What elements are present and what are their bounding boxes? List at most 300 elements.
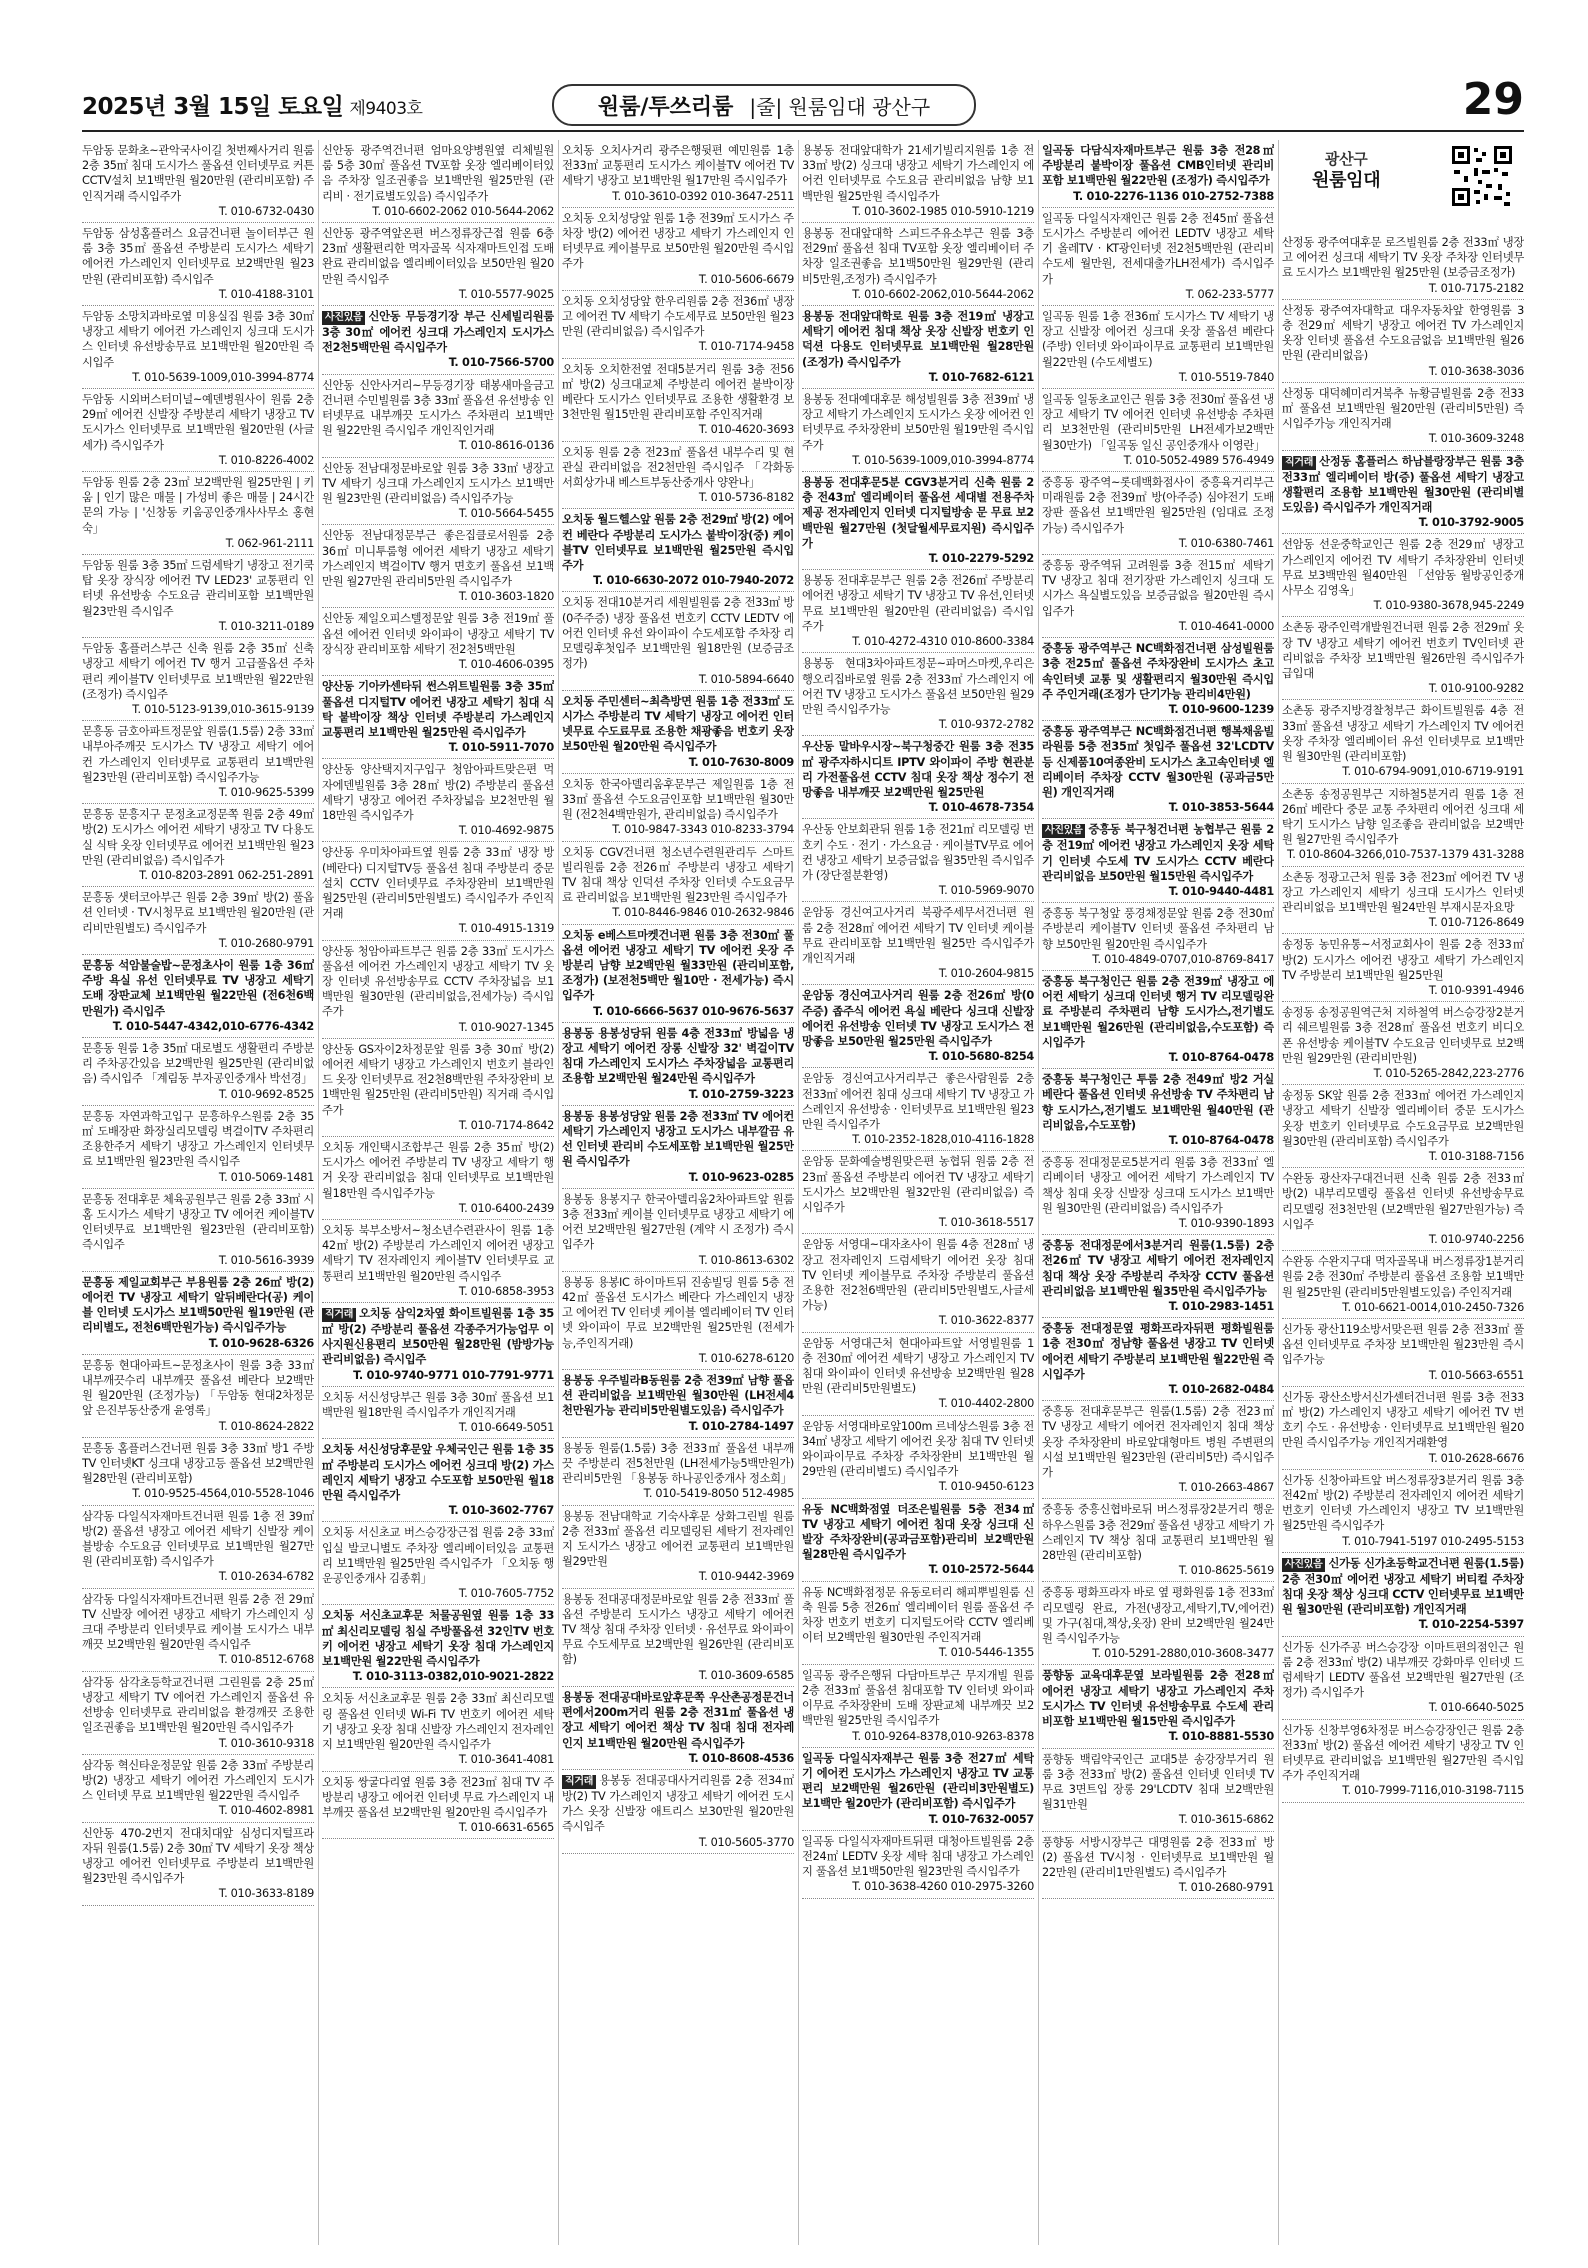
listing-text — [562, 1026, 794, 1087]
listing-item — [802, 306, 1034, 389]
header-divider — [82, 130, 1524, 132]
listing-phone: T. 010-5639-1009,010-3994-8774 — [852, 453, 1034, 467]
listing-phone: T. 010-7174-8642 — [458, 1118, 554, 1132]
listing-item — [322, 842, 554, 940]
listing-phone: T. 010-7682-6121 — [928, 370, 1034, 384]
listing-phone: T. 010-7999-7116,010-3198-7115 — [1342, 1784, 1524, 1798]
listing-item — [1042, 472, 1274, 555]
listing-description: 풍향동 교육대후문옆 보라빌원룸 2층 전28㎡ 에어컨 냉장고 세탁기 냉장고 가스레인지 주차 도시가스 TV 인터넷 유선방송무료 수도세 관리비포함 보1백만원 월15만원 즉시입주가 — [1042, 1669, 1274, 1729]
listing-text — [82, 226, 314, 287]
listing-item — [322, 676, 554, 759]
listing-text — [562, 1192, 794, 1253]
listing-phone: T. 010-4602-8981 — [218, 1804, 314, 1818]
listing-text — [562, 1509, 794, 1570]
listing-phone: T. 010-8604-3266,010-7537-1379 431-3288 — [1286, 848, 1524, 862]
listing-item — [802, 1582, 1034, 1665]
listing-description: 신안동 전남대정문부근 좋은집클로서원룸 2층 36㎡ 미니투룸형 에어컨 세탁기 냉장고 세탁기 가스레인지 벽걸이TV 행거 면호키 풀옵션 보1백만원 월27만원 관리비5만원 즉시입주가 — [322, 529, 554, 589]
listing-description: 중흥동 전대정문에서3분거리 원룸(1.5룸) 2층 전26㎡ TV 냉장고 세탁기 에어컨 전자레인지 침대 책상 옷장 주방분리 주차장 CCTV 풀옵션 관리비없음 보1백만원 월35만원 즉시입주가능 — [1042, 1239, 1274, 1298]
listing-text — [82, 1826, 314, 1887]
listing-description: 용봉동 용봉성당뒤 원룸 4층 전33㎡ 방넓음 냉장고 세탁기 에어컨 장롱 신발장 32' 벽걸이TV 침대 가스레인지 도시가스 주차장넓음 교통편리 조용함 보2백만원 월24만원 즉시입주가 — [562, 1026, 794, 1086]
listing-description: 중흥동 북구청인근 원룸 2층 전39㎡ 냉장고 에어컨 세탁기 싱크대 인터넷 행거 TV 리모델링완료 주방분리 주차편리 남향 도시가스,전기별도 보1백만원 월26만원 (관리비없음,수도포함) 즉시입주가 — [1042, 974, 1274, 1049]
listing-text — [1042, 906, 1274, 952]
listing-phone: T. 010-7566-5700 — [448, 356, 554, 370]
listing-text — [82, 724, 314, 785]
listing-item — [1042, 1152, 1274, 1235]
listing-text — [82, 143, 314, 204]
listing-phone: T. 010-6794-9091,010-6719-9191 — [1342, 765, 1524, 779]
listing-item — [82, 1355, 314, 1438]
listing-description: 운암동 서영대근처 현대아파트앞 서영빌원룸 1층 전30㎡ 에어컨 세탁기 냉장고 가스레인지 TV 침대 와이파이 인터넷 유선방송 보2백만원 월28만원 (관리비5만원별도) — [802, 1336, 1034, 1396]
listing-description: 양산동 기아카센타뒤 썬스위트빌원룸 3층 35㎡ 풀옵션 디지털TV 에어컨 냉장고 세탁기 침대 식탁 붙박이장 책상 인터넷 주방분리 가스레인지 교통편리 보1백만원 월25만원 즉시입주가 — [322, 680, 554, 739]
listing-item — [562, 1770, 794, 1854]
listing-item — [82, 638, 314, 721]
listing-description: 오치동 서신성당후문앞 우체국인근 원룸 1층 35㎡ 주방분리 도시가스 에어컨 싱크대 방(2) 가스레인지 세탁기 냉장고 수도포함 보50만원 월18만원 즉시입주가 — [322, 1443, 554, 1503]
listing-phone: T. 010-5663-6551 — [1428, 1368, 1524, 1382]
listing-phone: T. 062-233-5777 — [1185, 287, 1274, 301]
listing-text — [802, 1419, 1034, 1480]
listing-phone: T. 010-3610-9318 — [218, 1736, 314, 1750]
listing-phone: T. 010-4692-9875 — [458, 824, 554, 838]
listing-item — [1042, 638, 1274, 721]
listing-phone: T. 010-6732-0430 — [218, 204, 314, 218]
listing-description: 일곡동 다일식자재인근 원룸 2층 전45㎡ 풀옵션 도시가스 주방분리 에어컨 LEDTV 냉장고 세탁기 올레TV · KT광인터넷 전2천5백만원 (관리비 수도세 월만원, 전세대출가LH전세가) 즉시입주가 — [1042, 211, 1274, 286]
listing-text — [82, 309, 314, 370]
listing-phone: T. 010-5069-1481 — [218, 1170, 314, 1184]
listing-text — [322, 1608, 554, 1669]
listing-description: 신안동 광주역앞온편 버스정류장근접 원룸 6층 23㎡ 생활편리한 먹자골목 식자재마트인접 도배완료 관리비없음 엘리베이터있음 보50만원 월20만원 즉시입주 — [322, 227, 554, 286]
listing-text — [322, 309, 554, 355]
listing-text — [1042, 1155, 1274, 1216]
listing-phone: T. 010-5680-8254 — [928, 1050, 1034, 1064]
listing-description: 용봉동 용봉성당앞 원룸 2층 전33㎡ TV 에어컨 세탁기 가스레인지 냉장고 도시가스 내부깔끔 유선 인터넷 관리비 수도세포함 보1백만원 월25만원 즉시입주가 — [562, 1109, 794, 1169]
listing-item — [82, 1438, 314, 1506]
listing-text — [82, 1109, 314, 1170]
listing-item — [802, 1416, 1034, 1499]
listing-phone: T. 010-2634-6782 — [218, 1570, 314, 1584]
listing-description: 소촌동 광주지방경찰청부근 화이트빌원룸 4층 전33㎡ 풀옵션 냉장고 세탁기 가스레인지 TV 에어컨 옷장 주차장 엘리베이터 유선 인터넷무료 보1백만원 월30만원 (관리비포함) — [1282, 704, 1524, 764]
listing-phone: T. 010-5736-8182 — [698, 491, 794, 505]
listing-item — [82, 955, 314, 1038]
listing-phone: T. 010-8625-5619 — [1178, 1564, 1274, 1578]
listing-phone: T. 010-5616-3939 — [218, 1253, 314, 1267]
listing-phone: T. 010-2784-1497 — [688, 1419, 794, 1433]
page-number: 29 — [1462, 74, 1524, 125]
listing-item — [82, 1823, 314, 1906]
listing-description: 용봉동 현대3차아파트정문~파머스마켓,우리은행오리집바로옆 원룸 2층 전33㎡ 가스레인지 에어컨 TV 냉장고 도시가스 풀옵션 보50만원 월29만원 즉시입주가능 — [802, 657, 1034, 716]
listing-phone: T. 010-2254-5397 — [1418, 1618, 1524, 1632]
listing-item — [322, 1439, 554, 1522]
listing-text — [1042, 1752, 1274, 1813]
listing-text — [1282, 537, 1524, 598]
listing-description: 소촌동 정광고근처 원룸 3층 전23㎡ 에어컨 TV 냉장고 가스레인지 세탁기 싱크대 도시가스 인터넷 관리비없음 보1백만원 월24만원 부재시문자요망 — [1282, 870, 1524, 914]
region-title — [1312, 148, 1380, 192]
listing-text — [562, 1690, 794, 1751]
listing-phone: T. 010-4606-0395 — [458, 658, 554, 672]
listing-phone: T. 010-5052-4989 576-4949 — [1123, 453, 1274, 467]
listing-text — [562, 512, 794, 573]
listing-description: 용봉동 용봉지구 한국아델리움2차아파트앞 원룸 3층 전33㎡ 케이블 인터넷무료 냉장고 세탁기 에어컨 보2백만원 월27만원 (계약 시 조정가) 즉시입주가 — [562, 1192, 794, 1252]
listing-description: 오치동 삼익2차옆 화이트빌원룸 1층 35㎡ 방(2) 주방분리 풀옵션 각종주거가능업무 이사지원신용편리 보50만원 월28만원 (밤방가능 관리비없음) 즉시입주 — [322, 1307, 554, 1367]
listing-item — [1042, 1832, 1274, 1900]
listing-text — [322, 378, 554, 439]
listing-phone: T. 010-2572-5644 — [928, 1563, 1034, 1577]
listing-phone: T. 010-7605-7752 — [458, 1587, 554, 1601]
listing-description: 신안동 470-2번지 전대치대앞 심성디지털프라자뒤 원룸(1.5룸) 2층 30㎡ TV 세탁기 옷장 책상 냉장고 에어컨 인터넷무료 주방분리 보1백만원 월23만원 즉시입주가 — [82, 1826, 314, 1886]
listing-text — [1042, 143, 1274, 189]
listing-phone: T. 010-2628-6676 — [1428, 1451, 1524, 1465]
listing-text — [562, 294, 794, 340]
listing-text — [802, 1668, 1034, 1729]
section-category: |줄| 원룸임대 광산구 — [749, 94, 931, 119]
listing-phone: T. 010-8616-0136 — [458, 439, 554, 453]
listing-text — [82, 1509, 314, 1570]
listing-phone: T. 010-5291-2880,010-3608-3477 — [1092, 1647, 1274, 1661]
listing-phone: T. 010-6649-5051 — [458, 1421, 554, 1435]
listing-description: 용봉동 전대앞대학가 21세기빌리지원룸 1층 전33㎡ 방(2) 싱크대 냉장고 세탁기 가스레인지 에어컨 인터넷무료 수도요금 관리비없음 남향 보1백만원 월25만원 즉시입주가 — [802, 144, 1034, 203]
listing-text — [1282, 1254, 1524, 1300]
listing-description: 문흥동 문흥지구 문정초교정문쪽 원룸 2층 49㎡ 방(2) 도시가스 에어컨 세탁기 냉장고 TV 다용도실 식탁 옷장 인터넷무료 에어컨 보1백만원 월23만원 (관리비없음) 즉시입주가 — [82, 808, 314, 867]
listing-text — [82, 807, 314, 868]
listing-item — [562, 1106, 794, 1189]
listing-description: 소촌동 송정공원부근 지하철5분거리 원룸 1층 전26㎡ 베란다 중문 교통 주차편리 에어컨 싱크대 세탁기 도시가스 남향 일조좋음 관리비없음 보2백만원 월27만원 즉시입주가 — [1282, 787, 1524, 847]
listing-phone: T. 010-9390-1893 — [1178, 1217, 1274, 1230]
listing-text — [562, 1441, 794, 1487]
listing-item — [562, 925, 794, 1023]
listing-badge: 사진있음 — [1042, 824, 1085, 838]
listing-text — [802, 1336, 1034, 1397]
listing-item — [82, 1589, 314, 1672]
listing-item — [802, 1068, 1034, 1151]
listing-badge: 직거래 — [1282, 456, 1316, 470]
listing-item — [1042, 721, 1274, 819]
listing-description: 신가동 신가초등학교건너편 원룸(1.5룸) 2층 전30㎡ 에어컨 냉장고 세탁기 버티컬 주차장 침대 옷장 책상 싱크대 CCTV 인터넷무료 보1백만원 월30만원 (관리비포함) 개인직거래 — [1282, 1556, 1524, 1617]
listing-phone: T. 010-3638-4260 010-2975-3260 — [852, 1880, 1034, 1894]
listing-item — [562, 774, 794, 842]
listing-item — [802, 140, 1034, 223]
listing-description: 오치동 오치사거리 광주은행뒷편 예민원룸 1층 전33㎡ 교통편리 도시가스 케이블TV 에어컨 TV 세탁기 냉장고 보1백만원 월17만원 즉시입주가 — [562, 144, 794, 188]
listing-text — [82, 641, 314, 702]
listing-phone: T. 010-9440-4481 — [1168, 884, 1274, 898]
listing-phone: T. 010-3602-1985 010-5910-1219 — [852, 204, 1034, 218]
listing-text — [1042, 392, 1274, 453]
listing-phone: T. 010-2680-9791 — [1178, 1881, 1274, 1895]
listing-text — [802, 1154, 1034, 1215]
listing-badge: 직거래 — [562, 1775, 596, 1789]
listing-description: 용봉동 전대앞대학로 원룸 3층 전19㎡ 냉장고 세탁기 에어컨 침대 책상 옷장 신발장 번호키 인덕션 다용도 인터넷무료 보1백만원 월28만원 (조정가) 즉시입주가 — [802, 310, 1034, 369]
listing-item — [1282, 1002, 1524, 1085]
listing-phone: T. 010-6630-2072 010-7940-2072 — [593, 574, 794, 588]
listing-phone: T. 010-5447-4342,010-6776-4342 — [112, 1019, 314, 1033]
listing-description: 신안동 광주역건너편 엄마요양병원옆 리체빌원룸 5층 30㎡ 풀옵션 TV포함 옷장 엘리베이터있음 주차장 일조권좋음 보1백만원 월25만원 (관리비 · 전기료별도있음) 즉시입주가 — [322, 144, 554, 203]
listing-description: 수완동 수완지구대 먹자골목내 버스정류장1분거리 원룸 2층 전30㎡ 주방분리 풀옵션 조용함 보1백만원 월25만원 (관리비5만원별도있음) 주인직거래 — [1282, 1255, 1524, 1299]
listing-item — [1282, 1553, 1524, 1637]
listing-phone: T. 010-2759-3223 — [688, 1087, 794, 1101]
listing-text — [562, 211, 794, 272]
listing-text — [322, 1223, 554, 1284]
listing-description: 중흥동 북구청인근 투룸 2층 전49㎡ 방2 거실 베란다 풀옵션 인터넷 유선방송 TV 주차편리 남향 도시가스,전기별도 보1백만원 월40만원 (관리비없음,수도포함) — [1042, 1073, 1274, 1132]
listing-description: 문흥동 샛터코아부근 원룸 2층 39㎡ 방(2) 풀옵션 인터넷 · TV시청무료 보1백만원 월20만원 (관리비만원별도) 즉시입주가 — [82, 891, 314, 935]
listing-item — [1042, 971, 1274, 1069]
listing-text — [82, 890, 314, 936]
listing-text — [802, 1237, 1034, 1313]
listing-description: 산정동 홈플러스 하남블랑장부근 원룸 3층 전33㎡ 엘리베이터 방(증) 풀옵션 세탁기 냉장고 생활편리 조용함 보1백만원 월30만원 (관리비별도있음) 즉시입주가 개인직거래 — [1282, 454, 1524, 515]
listing-text — [562, 1773, 794, 1835]
listing-item — [1042, 1069, 1274, 1152]
listing-item — [322, 306, 554, 375]
listing-description: 두암동 삼성홈플러스 요금건너편 놀이터부근 원룸 3층 35㎡ 풀옵션 주방분리 도시가스 세탁기 에어컨 가스레인지 인터넷무료 보2백만원 월23만원 (관리비포함) 즉시입주 — [82, 227, 314, 286]
section-name: 원룸/투쓰리룸 — [597, 94, 734, 120]
listing-phone: T. 010-3622-8377 — [938, 1314, 1034, 1328]
listing-phone: T. 010-4915-1319 — [458, 922, 554, 936]
listing-phone: T. 010-3602-7767 — [448, 1504, 554, 1518]
listing-phone: T. 010-3188-7156 — [1428, 1149, 1524, 1163]
listing-item — [322, 1772, 554, 1840]
listing-item — [322, 525, 554, 608]
listing-item — [1042, 1499, 1274, 1582]
listing-description: 신가동 광산소방서신가센터건너편 원룸 3층 전33㎡ 방(2) 가스레인지 냉장고 세탁기 에어컨 TV 번호키 수도 · 유선방송 · 인터넷무료 보1백만원 월20만원 즉시입주가능 개인직거래환영 — [1282, 1390, 1524, 1450]
listing-description: 문흥동 홈플러스건너편 원룸 3층 33㎡ 방1 주방 TV 인터넷KT 싱크대 냉장고등 풀옵션 보2백만원 월28만원 (관리비포함) — [82, 1441, 314, 1486]
listing-description: 우산동 말바우시장~북구청중간 원룸 3층 전35㎡ 광주자하시디트 IPTV 와이파이 주방 현관분리 가전풀옵션 CCTV 침대 옷장 책상 정수기 전망좋음 내부깨끗 보2백만원 월25만원 — [802, 740, 1034, 799]
listing-item — [1282, 1251, 1524, 1319]
listing-text — [802, 1071, 1034, 1132]
listing-text — [1282, 870, 1524, 916]
listing-item — [562, 1687, 794, 1770]
listing-badge: 사진있음 — [322, 311, 365, 325]
listing-item — [1282, 383, 1524, 451]
listing-description: 중흥동 북구청건너편 농협부근 원룸 2층 전19㎡ 에어컨 냉장고 가스레인지 옷장 세탁기 인터넷 수도세 TV 도시가스 CCTV 베란다 관리비없음 보50만원 월15만원 즉시입주가 — [1042, 823, 1274, 883]
listing-item — [1282, 934, 1524, 1002]
listing-item — [322, 941, 554, 1039]
listing-phone: T. 010-3113-0382,010-9021-2822 — [352, 1670, 554, 1684]
listing-description: 삼각동 혁신타운정문앞 원룸 2층 33㎡ 주방분리 방(2) 냉장고 세탁기 에어컨 가스레인지 도시가스 인터넷 무료 보1백만원 월22만원 즉시입주 — [82, 1758, 314, 1803]
listing-item — [1282, 1637, 1524, 1720]
listing-description: 중흥동 전대정문옆 평화프라자뒤편 평화빌원룸 1층 전30㎡ 정남향 풀옵션 냉장고 TV 인터넷 에어컨 세탁기 주방분리 보1백만원 월22만원 즉시입주가 — [1042, 1322, 1274, 1381]
listing-description: 두암동 문화초~관악국사이길 첫번째사거리 원룸 2층 35㎡ 침대 도시가스 풀옵션 인터넷무료 커튼 CCTV설치 보1백만원 월20만원 (관리비포함) 주인직거래 즉시입주가 — [82, 144, 314, 203]
listing-phone: T. 010-6278-6120 — [698, 1351, 794, 1365]
listing-phone: T. 010-9740-2256 — [1428, 1232, 1524, 1246]
listing-phone: T. 010-6631-6565 — [458, 1821, 554, 1835]
listing-description: 양산동 GS자이2차정문앞 원룸 3층 30㎡ 방(2) 에어컨 세탁기 냉장고 가스레인지 번호키 블라인드 옷장 인터넷무료 전2천8백만원 주차장완비 보1백만원 월25만원 (관리비5만원) 직거래 즉시입주가 — [322, 1042, 554, 1117]
listing-description: 중흥동 광주역뒤 고려원룸 3층 전15㎡ 세탁기 TV 냉장고 침대 전기장판 가스레인지 싱크대 도시가스 욕실별도있음 보증금없음 월20만원 즉시입주가 — [1042, 559, 1274, 618]
listing-item — [1042, 306, 1274, 389]
listing-phone: T. 010-6666-5637 010-9676-5637 — [593, 1004, 794, 1018]
listing-text — [562, 845, 794, 906]
listing-description: 문흥동 제일교회부근 부용원룸 2층 26㎡ 방(2) 에어컨 TV 냉장고 세탁기 알뒤베란다(공) 케이블 인터넷 도시가스 보1백50만원 월19만원 (관리비별도, 전천6백만원가능) 즉시입주가능 — [82, 1275, 314, 1335]
listing-item — [1042, 1665, 1274, 1748]
listing-phone: T. 010-2352-1828,010-4116-1828 — [852, 1133, 1034, 1147]
listing-item — [562, 1589, 794, 1687]
listing-phone: T. 010-6640-5025 — [1428, 1701, 1524, 1715]
listing-text — [1282, 235, 1524, 281]
listing-text — [802, 739, 1034, 800]
listing-phone: T. 010-9027-1345 — [458, 1020, 554, 1034]
listing-description: 일곡동 광주은행뒤 다담마트부근 무지개빌 원룸 2층 전33㎡ 풀옵션 침대포함 TV 인터넷 와이파이무료 주차장완비 도배 장판교체 내부깨끗 보2백만원 월25만원 즉시입주가 — [802, 1668, 1034, 1728]
listing-description: 오치동 서신초교 버스승강장근접 원룸 2층 33㎡ 입실 발코니별도 주차장 엘리베이터있음 교통편리 보1백만원 월25만원 즉시입주가 「오치동 행운공인중개사 김종휘」 — [322, 1526, 554, 1586]
listing-description: 중흥동 광주역부근 NC백화점건너편 행복채움빌라원룸 5층 전35㎡ 첫입주 풀옵션 32'LCDTV등 신제품10여종완비 도시가스 초고속인터넷 엘리베이터 주차장 CCTV 월30만원 (공과금5만원) 개인직거래 — [1042, 725, 1274, 799]
listing-text — [802, 143, 1034, 204]
listing-item — [1282, 867, 1524, 935]
listing-phone: T. 010-2983-1451 — [1168, 1300, 1274, 1314]
listing-item — [562, 291, 794, 359]
listing-column — [322, 140, 554, 2245]
listing-item — [802, 1333, 1034, 1416]
listing-item — [322, 1137, 554, 1220]
listing-item — [1042, 903, 1274, 971]
listing-item — [562, 691, 794, 774]
listing-description: 용봉동 전대앞대학 스피드주유소부근 원룸 3층 전29㎡ 풀옵션 침대 TV포함 옷장 엘리베이터 주차장 일조권좋음 보1백50만원 월29만원 (관리비5만원,조정가) 즉시입주가 — [802, 227, 1034, 286]
listing-column — [1042, 140, 1274, 2245]
listing-description: 문흥동 석암불술밥~문정초사이 원룸 1층 36㎡ 주방 욕실 유선 인터넷무료 TV 냉장고 세탁기 도배 장판교체 보1백만원 월22만원 (전6천6백만원가) 즉시입주 — [82, 958, 314, 1018]
column-divider — [558, 140, 559, 2245]
listing-description: 문흥동 원룸 1층 35㎡ 대로별도 생활편리 주방분리 주차공간있음 보2백만원 월25만원 (관리비없음) 즉시입주 「계림동 부자공인중개사 박선경」 — [82, 1041, 314, 1086]
listing-text — [82, 392, 314, 453]
listing-text — [802, 226, 1034, 287]
listing-description: 신가동 신창아파트앞 버스정류장3분거리 원룸 3층 전42㎡ 방(2) 주방분리 전자레인지 에어컨 세탁기 번호키 인터넷 가스레인지 냉장고 TV 보1백만원 월25만원 즉시입주가 — [1282, 1473, 1524, 1533]
listing-phone: T. 010-6380-7461 — [1178, 536, 1274, 550]
listing-description: 운암동 경신여고사거리 원룸 2층 전26㎡ 방(0주증) 좁주식 에어컨 욕실 베란다 싱크대 신발장 에어컨 유선방송 인터넷 TV 냉장고 도시가스 전망좋음 보50만원 월25만원 즉시입주가 — [802, 989, 1034, 1048]
listing-text — [82, 475, 314, 536]
listing-text — [322, 226, 554, 287]
listing-text — [1282, 1390, 1524, 1451]
listing-text — [1042, 309, 1274, 370]
listing-phone: T. 010-8764-0478 — [1168, 1133, 1274, 1147]
listing-item — [802, 1499, 1034, 1582]
listing-text — [1042, 1321, 1274, 1382]
listing-phone: T. 010-9628-6326 — [208, 1336, 314, 1350]
classified-columns — [82, 140, 1524, 2250]
listing-phone: T. 010-3641-4081 — [458, 1753, 554, 1767]
listing-item — [802, 819, 1034, 902]
listing-description: 양산동 청암아파트부근 원룸 2층 33㎡ 도시가스 풀옵션 에어컨 가스레인지 냉장고 세탁기 TV 옷장 인터넷 유선방송무료 CCTV 주차장넓음 보1백만원 월30만원 (관리비없음,전세가능) 즉시입주가 — [322, 944, 554, 1019]
listing-text — [562, 1592, 794, 1668]
listing-phone: T. 010-4641-0000 — [1178, 619, 1274, 633]
listing-text — [562, 445, 794, 491]
listing-text — [82, 1441, 314, 1487]
listing-text — [1042, 558, 1274, 619]
listing-text — [562, 694, 794, 755]
listing-phone: T. 010-5969-9070 — [938, 884, 1034, 898]
listing-text — [562, 1109, 794, 1170]
listing-description: 오치동 원룸 2층 전23㎡ 풀옵션 내부수리 및 현관실 관리비없음 전2천만원 즉시입주 「각화동 서희상가내 베스트부동산중개사 양완나」 — [562, 445, 794, 490]
listing-description: 운암동 서영대바로앞100m 르네상스원룸 3층 전34㎡ 냉장고 세탁기 에어컨 옷장 침대 TV 인터넷 와이파이무료 주차장 주차장완비 보1백만원 월29만원 (관리비별도) 즉시입주가 — [802, 1419, 1034, 1479]
listing-phone: T. 010-6602-2062,010-5644-2062 — [852, 287, 1034, 301]
qr-code-icon — [1450, 144, 1514, 208]
listing-item — [1282, 534, 1524, 617]
listing-description: 양산동 우미차아파트옆 원룸 2층 33㎡ 냉장 방(베란다) 디지털TV등 풀옵션 침대 주방분리 중문설치 CCTV 인터넷무료 주차장완비 보1백만원 월25만원 (관리비5만원별도) 즉시입주가 주인직거래 — [322, 846, 554, 921]
listing-text — [1282, 1640, 1524, 1701]
listing-text — [1282, 1723, 1524, 1784]
listing-phone: T. 010-9847-3343 010-8233-3794 — [612, 823, 794, 837]
listing-text — [82, 1275, 314, 1336]
listing-item — [1282, 784, 1524, 867]
listing-text — [1282, 787, 1524, 848]
listing-text — [802, 1834, 1034, 1880]
listing-item — [562, 442, 794, 510]
listing-description: 송정동 SK앞 원룸 2층 전33㎡ 에어컨 가스레인지 냉장고 세탁기 신발장 엘리베이터 중문 도시가스 옷장 번호키 인터넷무료 수도요금무료 보2백만원 월30만원 (관리비포함) 즉시입주가 — [1282, 1089, 1524, 1148]
listing-description: 오치동 서신초교후문 처물공원옆 원룸 1층 33㎡ 최신리모델링 침실 주방풀옵션 32인TV 번호키 에어컨 냉장고 세탁기 옷장 침대 가스레인지 보1백만원 월22만원 즉시입주가 — [322, 1609, 554, 1669]
listing-item — [322, 140, 554, 223]
listing-item — [1282, 1387, 1524, 1470]
listing-item — [1282, 1720, 1524, 1803]
listing-text — [82, 1758, 314, 1804]
listing-description: 중흥동 전대후문부근 원룸(1.5룸) 2층 전23㎡ TV 냉장고 세탁기 에어컨 전자레인지 침대 책상 옷장 주차장완비 바로앞대형마트 병원 주변편의시설 보1백만원 월23만원 (관리비5만) 즉시입주가 — [1042, 1405, 1274, 1480]
listing-description: 오치동 e베스트마켓건너편 원룸 3층 전30㎡ 풀옵션 에어컨 냉장고 세탁기 TV 에어컨 옷장 주방분리 남향 보2백만원 월33만원 (관리비포함,조정가) (보전천5백만 월10만 · 전세가능) 즉시입주가 — [562, 928, 794, 1003]
listing-text — [82, 558, 314, 619]
listing-description: 산정동 광주여대후문 로즈빌원룸 2층 전33㎡ 냉장고 에어컨 싱크대 세탁기 TV 옷장 주차장 인터넷무료 도시가스 보1백만원 월25만원 (보증금조정가) — [1282, 236, 1524, 280]
listing-item — [322, 1522, 554, 1605]
listing-item — [802, 1831, 1034, 1899]
listing-description: 오치동 월드헬스앞 원룸 2층 전29㎡ 방(2) 에어컨 베란다 주방분리 도시가스 붙박이장(중) 케이블TV 인터넷무료 보1백만원 월25만원 즉시입주가 — [562, 513, 794, 573]
listing-text — [1282, 1473, 1524, 1534]
listing-item — [1282, 451, 1524, 535]
listing-item — [322, 759, 554, 842]
listing-item — [1282, 617, 1524, 700]
listing-description: 신안동 신안사거리~무등경기장 태봉새마을금고건너편 수민빌원룸 3층 33㎡ 풀옵션 유선방송 인터넷무료 내부깨끗 도시가스 주차편리 보1백만원 월22만원 즉시입주 개인직인거래 — [322, 378, 554, 438]
listing-item — [322, 608, 554, 676]
listing-description: 문흥동 금호아파트정문앞 원룸(1.5룸) 2층 33㎡ 내부아주깨끗 도시가스 TV 냉장고 세탁기 에어컨 가스레인지 인터넷무료 교통편리 보1백만원 월23만원 (관리비포함) 즉시입주가능 — [82, 725, 314, 784]
listing-text — [802, 1751, 1034, 1812]
column-divider — [1038, 140, 1039, 2245]
listing-phone: T. 010-3633-8189 — [218, 1887, 314, 1901]
listing-description: 오치동 서신성당부근 원룸 3층 30㎡ 풀옵션 보1백만원 월18만원 즉시입주가 개인직거래 — [322, 1390, 554, 1420]
listing-phone: T. 010-9372-2782 — [938, 718, 1034, 732]
listing-phone: T. 010-9625-5399 — [218, 785, 314, 799]
section-title — [552, 84, 976, 126]
listing-item — [802, 570, 1034, 653]
listing-item — [802, 653, 1034, 736]
listing-description: 용봉동 전대후문부근 원룸 2층 전26㎡ 주방분리 에어컨 냉장고 세탁기 TV 냉장고 TV 유선,인터넷무료 보1백만원 월20만원 (관리비없음) 즉시입주가 — [802, 574, 1034, 633]
listing-description: 운암동 경신여고사거리부근 좋은사람원룸 2층 전33㎡ 에어컨 침대 싱크대 세탁기 TV 냉장고 가스레인지 유선방송 · 인터넷무료 보1백만원 월23만원 즉시입주가 — [802, 1072, 1034, 1131]
listing-item — [322, 1387, 554, 1440]
listing-text — [1282, 937, 1524, 983]
listing-text — [322, 1442, 554, 1503]
listing-item — [802, 389, 1034, 472]
listing-item — [1282, 1168, 1524, 1251]
listing-item — [1282, 700, 1524, 783]
listing-phone: T. 010-8881-5530 — [1168, 1730, 1274, 1744]
listing-phone: T. 010-9391-4946 — [1428, 983, 1524, 997]
listing-item — [1042, 208, 1274, 306]
listing-item — [82, 1189, 314, 1272]
listing-item — [322, 375, 554, 458]
listing-item — [82, 389, 314, 472]
listing-item — [82, 223, 314, 306]
listing-phone: T. 010-3615-6862 — [1178, 1813, 1274, 1827]
listing-item — [1042, 1318, 1274, 1401]
listing-item — [562, 842, 794, 925]
listing-text — [322, 1140, 554, 1201]
listing-phone: T. 010-3618-5517 — [938, 1216, 1034, 1230]
listing-text — [1042, 724, 1274, 800]
listing-phone: T. 010-7126-8649 — [1428, 916, 1524, 930]
listing-description: 일곡동 원룸 1층 전36㎡ 도시가스 TV 세탁기 냉장고 신발장 에어컨 싱크대 옷장 풀옵션 베란다(주방) 인터넷 와이파이무료 교통편리 보1백만원 월22만원 (수도세별도) — [1042, 310, 1274, 369]
listing-description: 오치동 전대10분거리 세원빌원룸 2층 전33㎡ 방(0주주증) 냉장 풀옵션 번호키 CCTV LEDTV 에어컨 인터넷 유선 와이파이 수도세포함 주차장 리모델링후첫입주 보1백만원 월18만원 (보증금조정가) — [562, 596, 794, 671]
listing-item — [322, 1303, 554, 1387]
listing-description: 풍향동 서방시장부근 대명원룸 2층 전33㎡ 방(2) 풀옵션 TV시청 · 인터넷무료 보1백만원 월22만원 (관리비1만원별도) 즉시입주가 — [1042, 1835, 1274, 1879]
listing-phone: T. 010-5639-1009,010-3994-8774 — [132, 370, 314, 384]
listing-description: 두암동 시외버스터미널~예덴병원사이 원룸 2층 29㎡ 에어컨 신발장 주방분리 세탁기 냉장고 TV 도시가스 인터넷무료 보1백만원 월20만원 (사글세가) 즉시입주가 — [82, 393, 314, 452]
region-block — [1282, 140, 1524, 232]
listing-item — [322, 1605, 554, 1688]
listing-phone: T. 010-8203-2891 062-251-2891 — [139, 868, 314, 882]
listing-text — [322, 1390, 554, 1420]
listing-phone: T. 010-8226-4002 — [218, 453, 314, 467]
listing-phone: T. 010-9442-3969 — [698, 1570, 794, 1584]
listing-phone: T. 010-5519-7840 — [1178, 370, 1274, 384]
listing-description: 용봉동 전대예대후문 해성빌원룸 3층 전39㎡ 냉장고 세탁기 가스레인지 도시가스 옷장 에어컨 인터넷무료 주차장완비 보50만원 월19만원 즉시입주가 — [802, 393, 1034, 452]
listing-description: 일곡동 일동초교인근 원룸 3층 전30㎡ 풀옵션 냉장고 세탁기 TV 에어컨 인터넷 유선방송 주차편리 보3천만원 (관리비5만원 LH전세가보2백만 월30만가) 「일곡동 일신 공인중개사 이영란」 — [1042, 393, 1274, 452]
listing-item — [1282, 1319, 1524, 1387]
